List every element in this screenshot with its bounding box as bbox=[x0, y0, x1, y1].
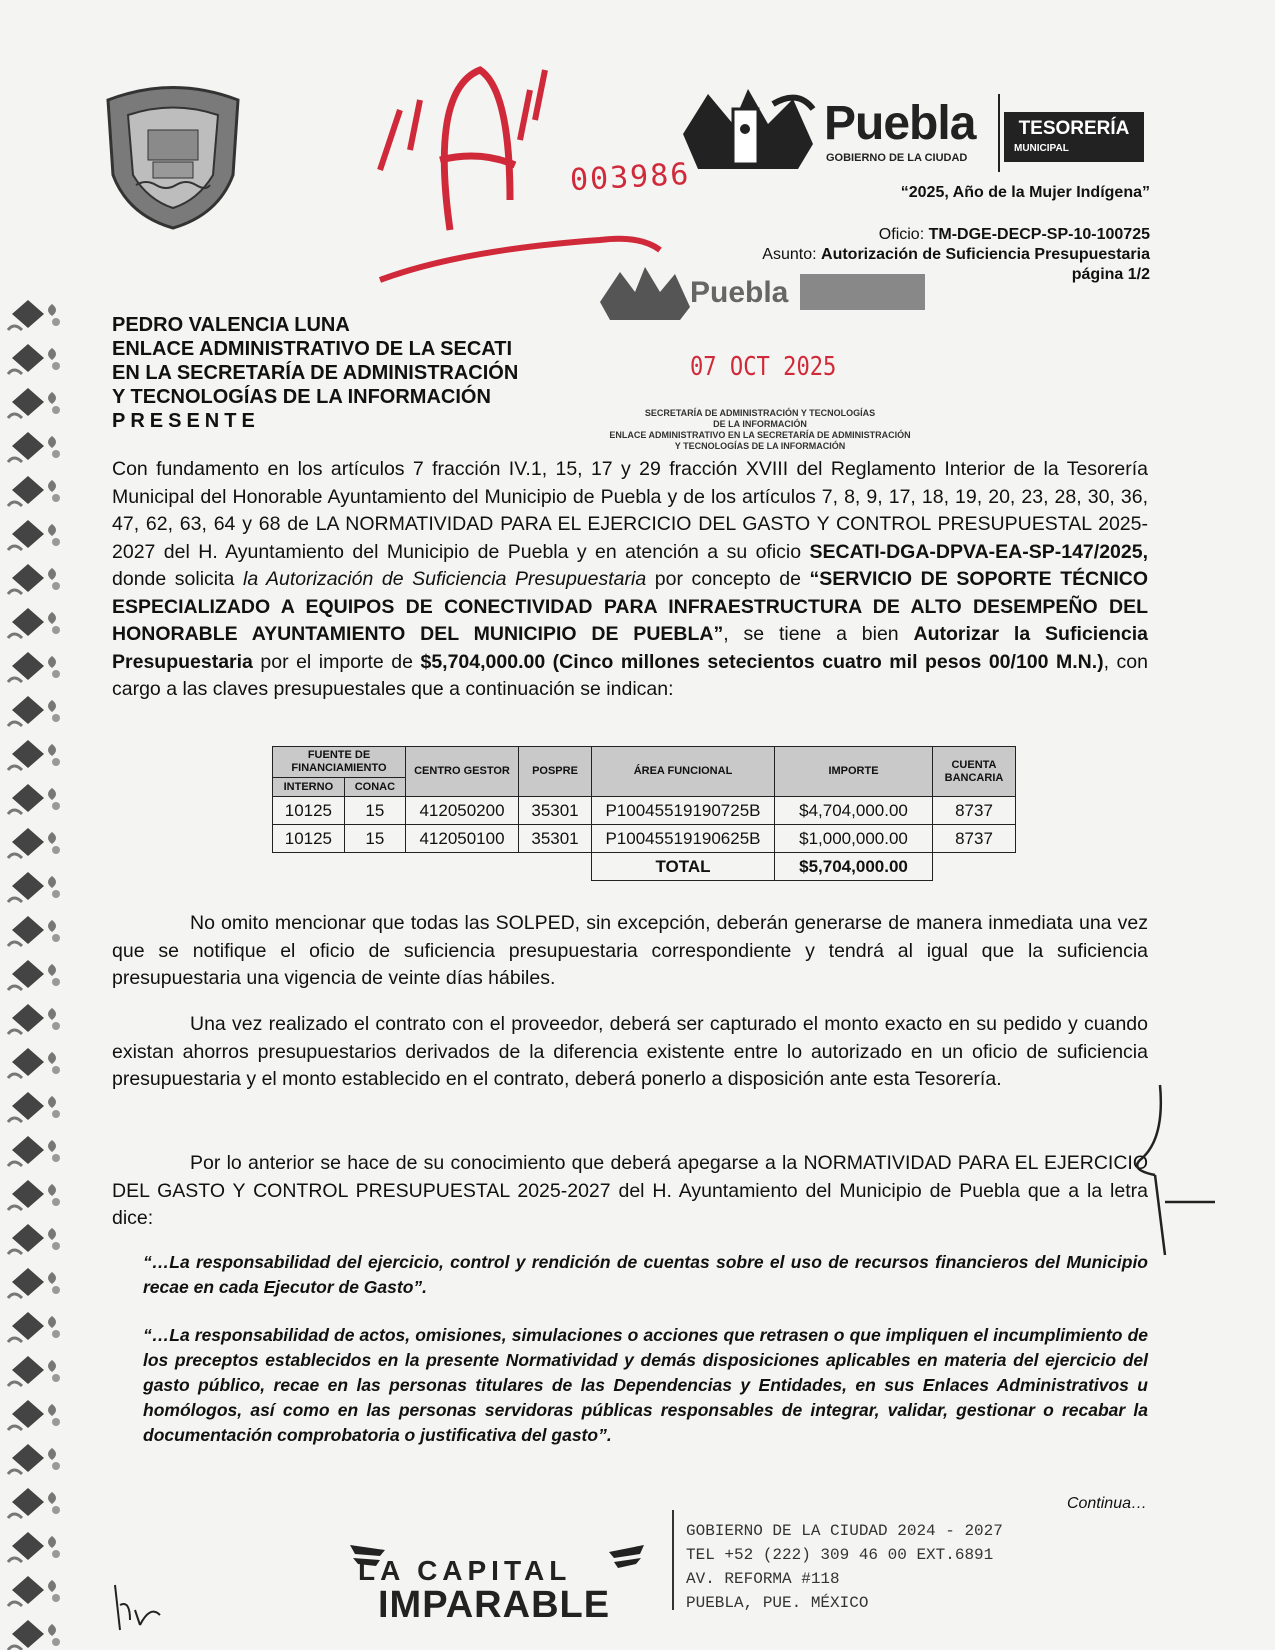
header-interno: INTERNO bbox=[273, 778, 345, 797]
cell-pospre: 35301 bbox=[519, 797, 592, 825]
p1-italic: la Autorización de Suficiencia Presupuestaria bbox=[242, 568, 647, 590]
page-indicator: página 1/2 bbox=[1071, 266, 1150, 283]
city-shield-seal bbox=[98, 80, 248, 230]
paragraph-normatividad: Por lo anterior se hace de su conocimiento que deberá apegarse a la NORMATIVIDAD PARA EL EJERCICIO DEL GASTO Y CONTROL PRESUPUESTAL 2025-2027 del H. Ayuntamiento del Municipio de Puebla que a la letra dice: bbox=[112, 1152, 1148, 1229]
cell-centro: 412050100 bbox=[406, 825, 519, 853]
year-motto: “2025, Año de la Mujer Indígena” bbox=[900, 184, 1150, 201]
footer-line-1: GOBIERNO DE LA CIUDAD 2024 - 2027 bbox=[686, 1522, 1003, 1540]
footer-logo-top: LA CAPITAL bbox=[358, 1555, 572, 1586]
p1-oficio-ref: SECATI-DGA-DPVA-EA-SP-147/2025, bbox=[809, 540, 1148, 563]
footer-line-3: AV. REFORMA #118 bbox=[686, 1570, 840, 1588]
handwritten-initial bbox=[1120, 1080, 1220, 1260]
svg-text:Puebla: Puebla bbox=[690, 276, 789, 309]
header-centro: CENTRO GESTOR bbox=[406, 747, 519, 797]
footer-logo-bottom: IMPARABLE bbox=[378, 1584, 611, 1626]
paragraph-authorization bbox=[112, 456, 1148, 704]
p1-text-d: , se tiene a bien bbox=[723, 623, 914, 645]
table-row bbox=[273, 797, 1016, 825]
stamp-date: 07 OCT 2025 bbox=[690, 352, 837, 382]
footer-line-4: PUEBLA, PUE. MÉXICO bbox=[686, 1594, 869, 1612]
stamp-line-4: Y TECNOLOGÍAS DE LA INFORMACIÓN bbox=[674, 441, 846, 451]
department-name: TESORERÍA bbox=[1018, 118, 1130, 139]
oficio-line bbox=[879, 226, 1150, 244]
stamp-line-2: DE LA INFORMACIÓN bbox=[713, 419, 807, 429]
header-conac: CONAC bbox=[344, 778, 405, 797]
left-ornament-strip bbox=[0, 300, 80, 1650]
header-importe: IMPORTE bbox=[775, 747, 933, 797]
p1-text-b: donde solicita bbox=[112, 568, 243, 590]
header-area: ÁREA FUNCIONAL bbox=[592, 747, 775, 797]
cell-importe: $4,704,000.00 bbox=[775, 797, 933, 825]
cell-conac: 15 bbox=[344, 797, 405, 825]
stamp-line-1: SECRETARÍA DE ADMINISTRACIÓN Y TECNOLOGÍAS bbox=[644, 408, 876, 418]
paragraph-solped: No omito mencionar que todas las SOLPED, sin excepción, deberán generarse de manera inmediata una vez que se notifique el oficio de suficiencia presupuestaria correspondiente y tendrá al igual que la suficiencia presupuestaria una vigencia de veinte días hábiles. bbox=[112, 912, 1148, 989]
p1-text-e: por el importe de bbox=[252, 650, 421, 673]
p1-authorize: Autorizar la Suficiencia Presupuestaria bbox=[112, 623, 1148, 673]
p1-text-f: , con cargo a las claves presupuestales que a continuación se indican: bbox=[112, 650, 1148, 700]
header-cuenta: CUENTA BANCARIA bbox=[933, 747, 1016, 797]
table-header-row bbox=[273, 747, 1016, 778]
cell-conac: 15 bbox=[344, 825, 405, 853]
p1-text-c: por concepto de bbox=[646, 568, 810, 590]
cell-cuenta: 8737 bbox=[933, 797, 1016, 825]
brand-divider bbox=[998, 94, 1000, 172]
header-fuente: FUENTE DE FINANCIAMIENTO bbox=[273, 747, 406, 778]
addressee-name: PEDRO VALENCIA LUNA bbox=[112, 314, 350, 336]
p1-text-a: Con fundamento en los artículos 7 fracción IV.1, 15, 17 y 29 fracción XVIII del Reglamento Interior de la Tesorería Municipal del Honorable Ayuntamiento del Municipio de Puebla y de los artículos 7, 8, 9, 17, 18, 19, 20, 23, 28, 30, 36, 47, 62, 63, 64 y 68 de LA NORMATIVIDAD PARA EL EJERCICIO DEL GASTO Y CONTROL PRESUPUESTAL 2025-2027 del H. Ayuntamiento del Municipio de Puebla y en atención a su oficio bbox=[112, 458, 1148, 563]
addressee-line-3: Y TECNOLOGÍAS DE LA INFORMACIÓN bbox=[112, 386, 491, 408]
addressee-presente: PRESENTE bbox=[112, 410, 260, 432]
stamp-line-3: ENLACE ADMINISTRATIVO EN LA SECRETARÍA DE ADMINISTRACIÓN bbox=[609, 430, 911, 440]
cell-area: P10045519190725B bbox=[592, 797, 775, 825]
footer-wing-right-icon bbox=[604, 1540, 644, 1580]
total-label: TOTAL bbox=[592, 853, 775, 881]
paragraph-contract: Una vez realizado el contrato con el proveedor, deberá ser capturado el monto exacto en su pedido y cuando existan ahorros presupuestarios derivados de la diferencia existente entre lo autorizado en un oficio de suficiencia presupuestaria y el monto establecido en el contrato, deberá ponerlo a disposición ante esta Tesorería. bbox=[112, 1013, 1148, 1090]
asunto-value: Autorización de Suficiencia Presupuestaria bbox=[821, 246, 1150, 263]
p1-concept: “SERVICIO DE SOPORTE TÉCNICO ESPECIALIZADO A EQUIPOS DE CONECTIVIDAD PARA INFRAESTRUCTURA DE ALTO DESEMPEÑO DEL HONORABLE AYUNTAMIENTO DEL MUNICIPIO DE PUEBLA” bbox=[112, 568, 1148, 645]
oficio-value: TM-DGE-DECP-SP-10-100725 bbox=[928, 226, 1150, 243]
addressee-line-1: ENLACE ADMINISTRATIVO DE LA SECATI bbox=[112, 338, 512, 360]
total-value: $5,704,000.00 bbox=[775, 853, 933, 881]
brand-subtitle: GOBIERNO DE LA CIUDAD bbox=[826, 152, 968, 164]
cell-interno: 10125 bbox=[273, 797, 345, 825]
quote-omissions: “…La responsabilidad de actos, omisiones, simulaciones o acciones que retrasen o que impliquen el incumplimiento de los preceptos establecidos en la presente Normatividad y demás disposiciones aplicables en materia del ejercicio del gasto público, recae en las personas titulares de las Dependencias y Entidades, en sus Enlaces Administrativos u homólogos, así como en las personas servidoras públicas responsables de integrar, validar, gestionar o recabar la documentación comprobatoria o justificativa del gasto”. bbox=[143, 1325, 1148, 1445]
addressee-line-2: EN LA SECRETARÍA DE ADMINISTRACIÓN bbox=[112, 362, 519, 384]
cell-importe: $1,000,000.00 bbox=[775, 825, 933, 853]
budget-table bbox=[272, 746, 1016, 881]
quote-responsibility: “…La responsabilidad del ejercicio, control y rendición de cuentas sobre el uso de recursos financieros del Municipio recae en cada Ejecutor de Gasto”. bbox=[143, 1252, 1148, 1297]
footer-line-2: TEL +52 (222) 309 46 00 EXT.6891 bbox=[686, 1546, 994, 1564]
table-total-row bbox=[273, 853, 1016, 881]
footer-divider bbox=[672, 1510, 674, 1610]
folio-number: 003986 bbox=[569, 156, 692, 199]
p1-amount: $5,704,000.00 (Cinco millones setecientos cuatro mil pesos 00/100 M.N.) bbox=[420, 650, 1104, 673]
handwritten-signature bbox=[100, 1575, 180, 1635]
cell-centro: 412050200 bbox=[406, 797, 519, 825]
total-spacer-right bbox=[933, 853, 1016, 881]
table-row bbox=[273, 825, 1016, 853]
total-spacer bbox=[273, 853, 592, 881]
header-pospre: POSPRE bbox=[519, 747, 592, 797]
cell-interno: 10125 bbox=[273, 825, 345, 853]
asunto-label: Asunto: bbox=[762, 246, 817, 263]
brand-wordmark: Puebla bbox=[824, 97, 976, 150]
oficio-label: Oficio: bbox=[878, 226, 925, 243]
puebla-logo-icon bbox=[678, 84, 818, 174]
continued-note: Continua… bbox=[1066, 1495, 1147, 1512]
cell-area: P10045519190625B bbox=[592, 825, 775, 853]
reception-stamp-logo bbox=[590, 262, 930, 322]
cell-cuenta: 8737 bbox=[933, 825, 1016, 853]
department-sub: MUNICIPAL bbox=[1014, 143, 1069, 154]
department-badge bbox=[1004, 112, 1144, 162]
cell-pospre: 35301 bbox=[519, 825, 592, 853]
